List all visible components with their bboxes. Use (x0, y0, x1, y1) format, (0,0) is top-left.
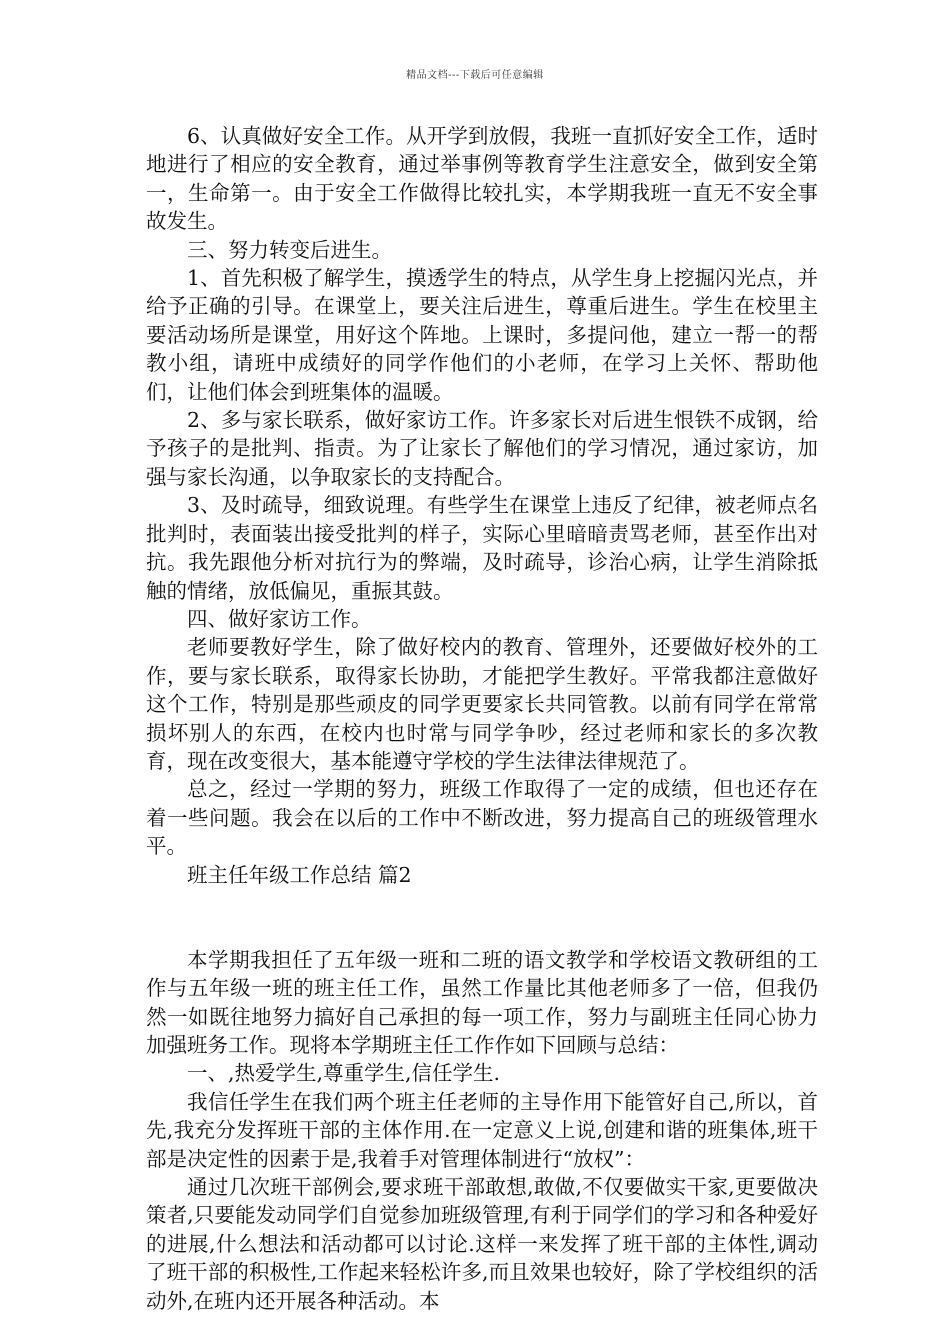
page-header: 精品文档---下载后可任意编辑 (406, 70, 544, 81)
article-title-2: 班主任年级工作总结 篇2 (187, 862, 412, 887)
paragraph-meetings: 通过几次班干部例会,要求班干部敢想,敢做,不仅要做实干家,更要做决策者,只要能发动同学们自觉参加班级管理,有利于同学们的学习和各种爱好的进展,什么想法和活动都可以讨论.这样一来发挥了班干部的主体性,调动了班干部的积极性,工作起来轻松许多,而且效果也较好，除了学校组织的活动外,在班内还开展各种活动。本 (146, 1175, 818, 1313)
paragraph-safety: 6、认真做好安全工作。从开学到放假，我班一直抓好安全工作，适时地进行了相应的安全教育，通过举事例等教育学生注意安全，做到安全第一，生命第一。由于安全工作做得比较扎实，本学期我班一直无不安全事故发生。 (146, 124, 818, 234)
blank-line (146, 889, 818, 946)
paragraph-item-1: 1、首先积极了解学生，摸透学生的特点，从学生身上挖掘闪光点，并给予正确的引导。在课堂上，要关注后进生，尊重后进生。学生在校里主要活动场所是课堂，用好这个阵地。上课时，多提问他，建立一帮一的帮教小组，请班中成绩好的同学作他们的小老师，在学习上关怀、帮助他们，让他们体会到班集体的温暖。 (146, 266, 818, 404)
paragraph-trust: 我信任学生在我们两个班主任老师的主导作用下能管好自己,所以，首先,我充分发挥班干部的主体作用.在一定意义上说,创建和谐的班集体,班干部是决定性的因素于是,我着手对管理体制进行“放权”： (146, 1089, 818, 1171)
paragraph-item-3: 3、及时疏导，细致说理。有些学生在课堂上违反了纪律，被老师点名批判时，表面装出接受批判的样子，实际心里暗暗责骂老师，甚至作出对抗。我先跟他分析对抗行为的弊端，及时疏导，诊治心病，让学生消除抵触的情绪，放低偏见，重振其鼓。 (146, 493, 818, 603)
paragraph-item-2: 2、多与家长联系，做好家访工作。许多家长对后进生恨铁不成钢，给予孩子的是批判、指责。为了让家长了解他们的学习情况，通过家访，加强与家长沟通，以争取家长的支持配合。 (146, 408, 818, 489)
section-heading-1: 一、,热爱学生,尊重学生,信任学生. (187, 1061, 501, 1086)
section-heading-4: 四、做好家访工作。 (187, 606, 372, 631)
section-heading-3: 三、努力转变后进生。 (187, 237, 392, 262)
document-body (146, 122, 818, 1315)
paragraph-intro-2: 本学期我担任了五年级一班和二班的语文教学和学校语文教研组的工作与五年级一班的班主任工作，虽然工作量比其他老师多了一倍，但我仍然一如既往地努力搞好自己承担的每一项工作，努力与副班主任同心协力加强班务工作。现将本学期班主任工作作如下回顾与总结： (146, 947, 818, 1057)
paragraph-home-visit: 老师要教好学生，除了做好校内的教育、管理外，还要做好校外的工作，要与家长联系，取得家长协助，才能把学生教好。平常我都注意做好这个工作，特别是那些顽皮的同学更要家长共同管教。以前有同学在常常损坏别人的东西，在校内也时常与同学争吵，经过老师和家长的多次教育，现在改变很大，基本能遵守学校的学生法律法律规范了。 (146, 635, 818, 773)
paragraph-summary: 总之，经过一学期的努力，班级工作取得了一定的成绩，但也还存在着一些问题。我会在以后的工作中不断改进，努力提高自己的班级管理水平。 (146, 777, 818, 859)
